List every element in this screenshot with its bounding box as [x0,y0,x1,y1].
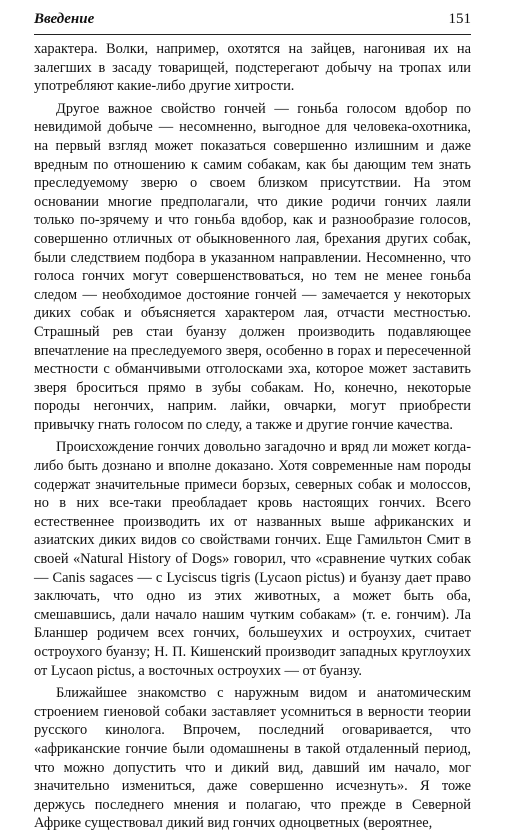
paragraph-continuation: характера. Волки, например, охотятся на зайцев, нагонивая их на залегших в засаду товарищей, подстерегают добычу на тропах или употребляют какие-либо другие хитрости. [34,41,471,95]
page-body [34,40,471,833]
page-header [34,8,471,35]
paragraph-voice-hunting: Другое важное свойство гончей — гоньба голосом вдобор по невидимой добыче — несомненно, выгодное для человека-охотника, на первый взгляд может показаться совершенно излишним и даже вредным по отношению к самим собакам, как бы дающим тем знать преследуемому зверю о своем близком присутствии. На этом основании многие предполагали, что дикие родичи гончих лаяли только по-зрячему и что гоньба вдобор, как и разнообразие голосов, совершенно отличных от обыкновенного лая, брехания других собак, были следствием подбора в указанном направлении. Несомненно, что голоса гончих могут совершенствоваться, но тем не менее гоньба следом — необходимое достояние гончей — замечается у некоторых диких собак и объясняется характером лая, отчасти местностью. Страшный рев стаи буанзу должен производить подавляющее впечатление на преследуемого зверя, особенно в горах и пересеченной местности с обманчивыми отголосками эха, которое может заставить зверя броситься прямо в зубы собакам. Но, конечно, некоторые породы негончих, наприм. лайки, овчарки, могут приобрести привычку гнать голосом по следу, а также и другие гончие качества. [34,100,471,433]
paragraph-hyena-dog: Ближайшее знакомство с наружным видом и анатомическим строением гиеновой собаки заставляет усомниться в верности теории русского кинолога. Впрочем, последний оговаривается, что «африканские гончие были одомашнены в такой отдаленный период, что можно допустить что и дикий вид, давший им начало, мог значительно измениться, даже совершенно исчезнуть». Я тоже держусь последнего мнения и полагаю, что прежде в Северной Африке существовал дикий вид гончих одноцветных (вероятнее, [34,685,471,832]
running-title: Введение [34,11,95,27]
page-number: 151 [448,11,471,27]
paragraph-origin-of-hounds: Происхождение гончих довольно загадочно и вряд ли может когда-либо быть дознано и вполне доказано. Хотя современные нам породы содержат значительные примеси борзых, северных собак и молоссов, но в них все-таки преобладает кровь настоящих гончих. Всего естественнее производить их от названных выше африканских и азиатских диких видов со свойствами гончих. Еще Гамильтон Смит в своей «Natural History of Dogs» говорил, что «сравнение чутких собак — Canis sagaces — с Lyciscus tigris (Lycaon pictus) и буанзу дает право заключать, что одно из этих животных, а может быть оба, смешавшись, дали начало нашим чутким собакам» (т. е. гончим). Ла Бланшер родичем всех гончих, большеухих и остроухих, считает остроухого буанзу; Н. П. Кишенский производит западных круглоухих от Lycaon pictus, а восточных остроухих — от буанзу. [34,439,471,679]
